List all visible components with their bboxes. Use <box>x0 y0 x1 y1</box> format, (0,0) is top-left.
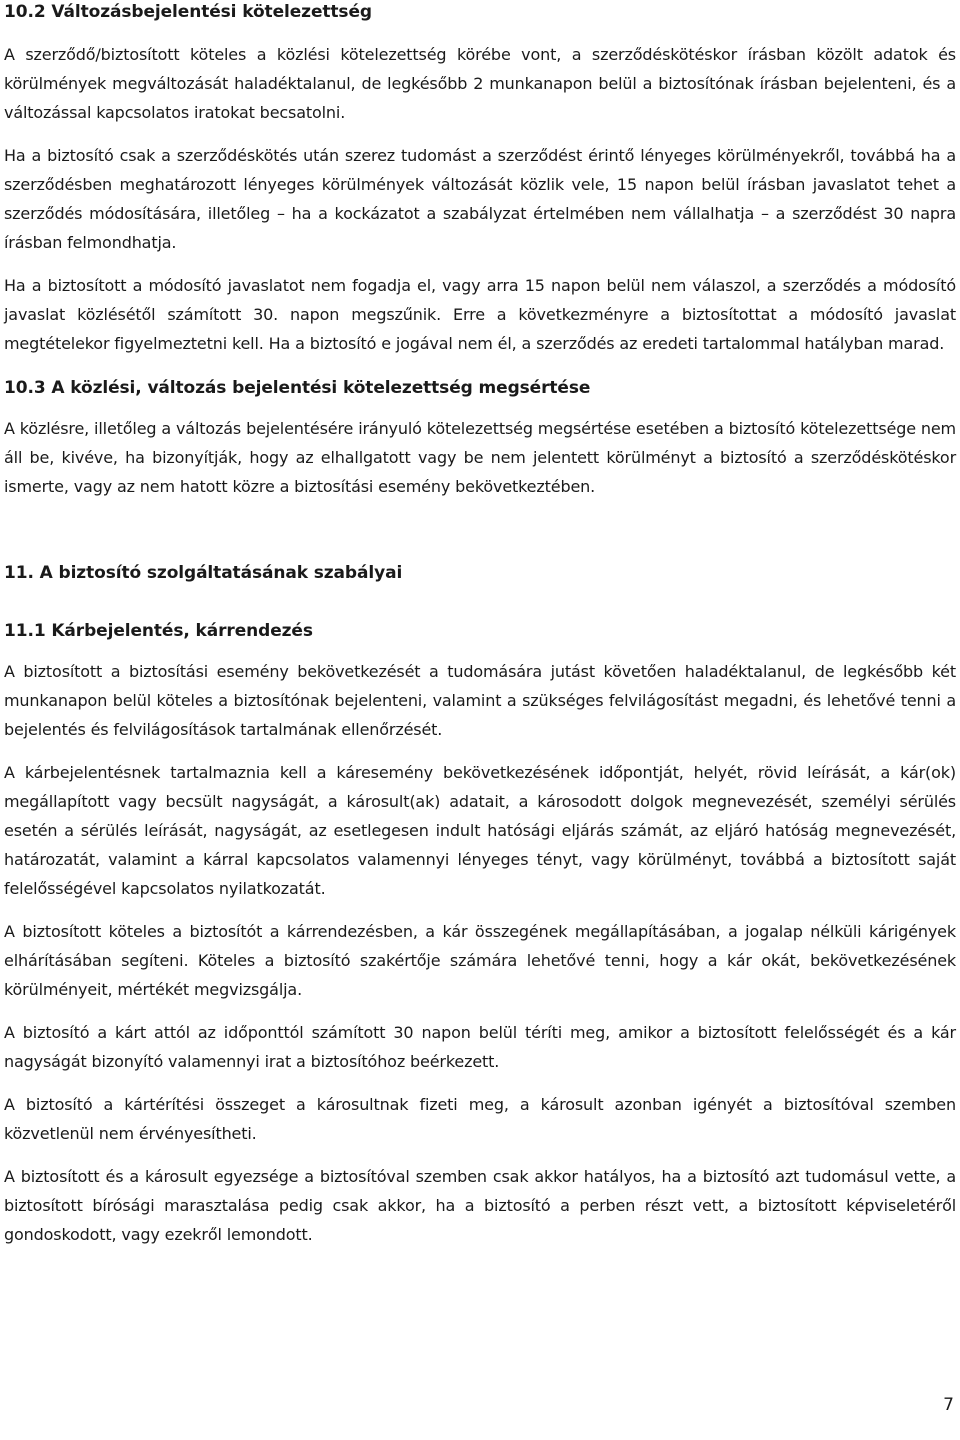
section-heading-10-2: 10.2 Változásbejelentési kötelezettség <box>4 2 372 22</box>
paragraph: A biztosított a biztosítási esemény bekövetkezését a tudomására jutást követően haladéktalanul, de legkésőbb két munkanapon belül köteles a biztosítónak bejelenteni, valamint a szükséges felvilágosítást megadni, és lehetővé tenni a bejelentés és felvilágosítások tartalmának ellenőrzését. <box>4 662 956 739</box>
paragraph: A kárbejelentésnek tartalmaznia kell a káresemény bekövetkezésének időpontját, helyét, rövid leírását, a kár(ok) megállapított vagy becsült nagyságát, a károsult(ak) adatait, a károsodott dolgok megnevezését, személyi sérülés esetén a sérülés leírását, nagyságát, az esetlegesen indult hatósági eljárás számát, az eljáró hatóság megnevezését, határozatát, valamint a kárral kapcsolatos valamennyi lényeges tényt, vagy körülményt, továbbá a biztosított saját felelősségével kapcsolatos nyilatkozatát. <box>4 763 956 898</box>
paragraph: A biztosító a kártérítési összeget a károsultnak fizeti meg, a károsult azonban igényét a biztosítóval szemben közvetlenül nem érvényesítheti. <box>4 1095 956 1143</box>
paragraph: A biztosított köteles a biztosítót a kárrendezésben, a kár összegének megállapításában, a jogalap nélküli kárigények elhárításában segíteni. Köteles a biztosító szakértője számára lehetővé tenni, hogy a kár okát, bekövetkezésének körülményeit, mértékét megvizsgálja. <box>4 922 956 999</box>
section-heading-10-3: 10.3 A közlési, változás bejelentési kötelezettség megsértése <box>4 378 591 398</box>
paragraph: A szerződő/biztosított köteles a közlési kötelezettség körébe vont, a szerződéskötéskor írásban közölt adatok és körülmények megváltozását haladéktalanul, de legkésőbb 2 munkanapon belül a biztosítónak írásban bejelenteni, és a változással kapcsolatos iratokat becsatolni. <box>4 45 956 122</box>
section-heading-11-1: 11.1 Kárbejelentés, kárrendezés <box>4 621 313 641</box>
paragraph: Ha a biztosító csak a szerződéskötés után szerez tudomást a szerződést érintő lényeges körülményekről, továbbá ha a szerződésben meghatározott lényeges körülmények változását közlik vele, 15 napon belül írásban javaslatot tehet a szerződés módosítására, illetőleg – ha a kockázatot a szabályzat értelmében nem vállalhatja – a szerződést 30 napra írásban felmondhatja. <box>4 146 956 252</box>
paragraph: A közlésre, illetőleg a változás bejelentésére irányuló kötelezettség megsértése esetében a biztosító kötelezettsége nem áll be, kivéve, ha bizonyítják, hogy az elhallgatott vagy be nem jelentett körülményt a biztosító a szerződéskötéskor ismerte, vagy az nem hatott közre a biztosítási esemény bekövetkeztében. <box>4 419 956 496</box>
chapter-heading-11: 11. A biztosító szolgáltatásának szabályai <box>4 563 403 583</box>
page-content <box>4 0 956 1249</box>
page-number: 7 <box>943 1395 954 1415</box>
paragraph: Ha a biztosított a módosító javaslatot nem fogadja el, vagy arra 15 napon belül nem válaszol, a szerződés a módosító javaslat közlésétől számított 30. napon megszűnik. Erre a következményre a biztosítottat a módosító javaslat megtételekor figyelmeztetni kell. Ha a biztosító e jogával nem él, a szerződés az eredeti tartalommal hatályban marad. <box>4 276 956 353</box>
paragraph: A biztosító a kárt attól az időponttól számított 30 napon belül téríti meg, amikor a biztosított felelősségét és a kár nagyságát bizonyító valamennyi irat a biztosítóhoz beérkezett. <box>4 1023 956 1071</box>
paragraph: A biztosított és a károsult egyezsége a biztosítóval szemben csak akkor hatályos, ha a biztosító azt tudomásul vette, a biztosított bírósági marasztalása pedig csak akkor, ha a biztosító a perben részt vett, a biztosított képviseletéről gondoskodott, vagy ezekről lemondott. <box>4 1167 956 1244</box>
